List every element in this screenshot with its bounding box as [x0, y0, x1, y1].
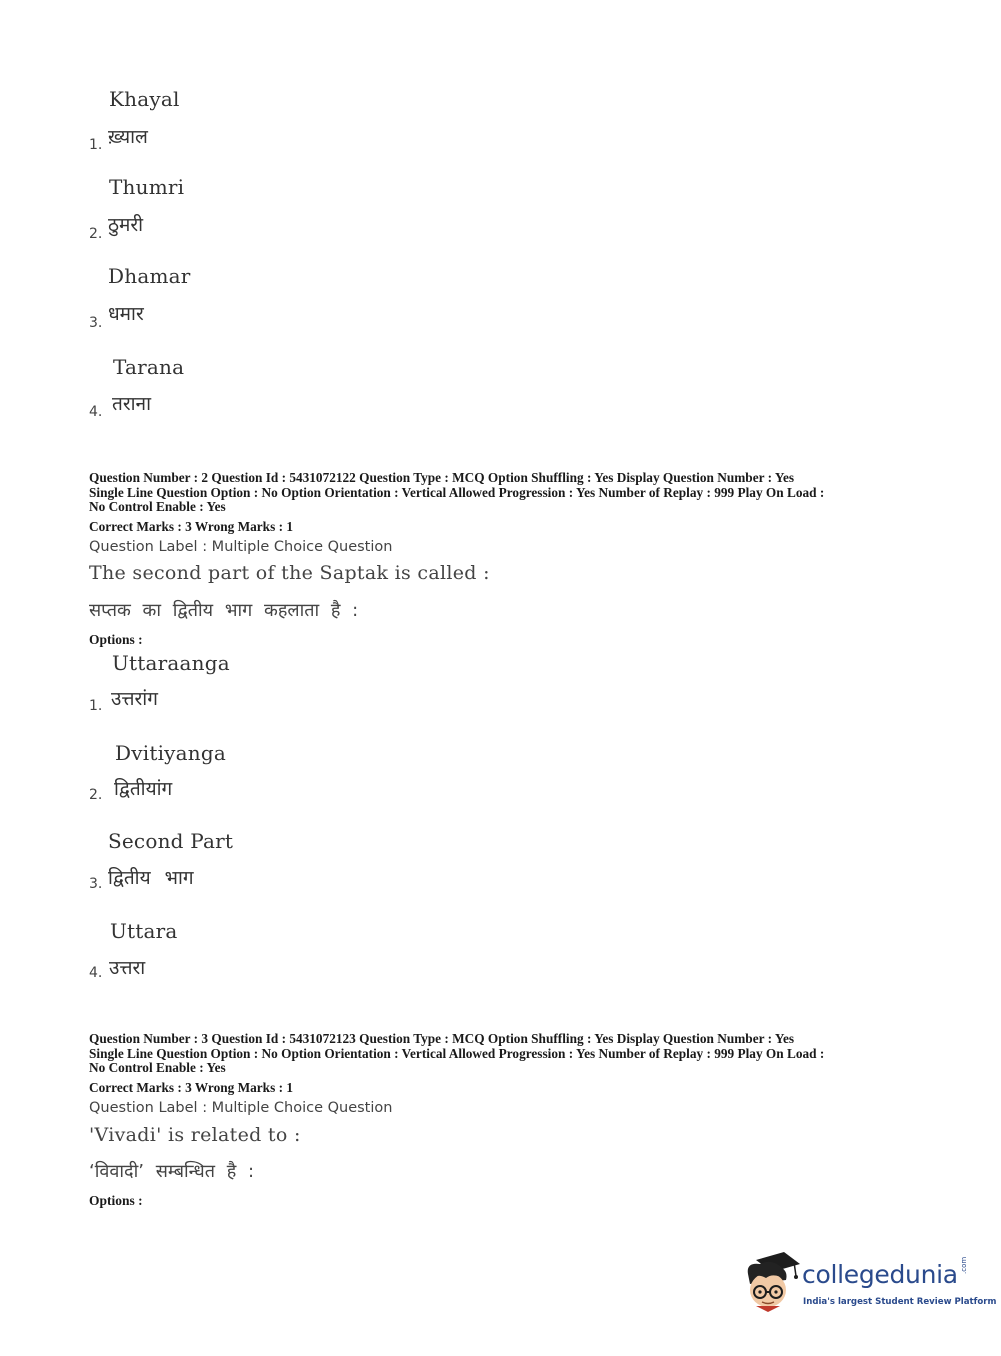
q3-options-label: Options :: [89, 1193, 143, 1208]
q2-option-3-hindi: द्वितीय भाग: [108, 867, 194, 889]
mascot-icon: [742, 1250, 802, 1312]
q1-option-1-english: Khayal: [109, 87, 180, 111]
q2-option-2-hindi: द्वितीयांग: [114, 778, 173, 800]
q2-marks: Correct Marks : 3 Wrong Marks : 1: [89, 519, 293, 534]
q2-meta: [89, 471, 919, 515]
q3-question-text-english: 'Vivadi' is related to :: [89, 1124, 301, 1146]
q2-option-1-number: 1.: [89, 698, 103, 714]
q2-question-label: Question Label : Multiple Choice Question: [89, 539, 393, 555]
q2-option-1-english: Uttaraanga: [112, 651, 230, 675]
q3-meta-line-1: Question Number : 3 Question Id : 5431072123 Question Type : MCQ Option Shuffling : Yes Display Question Number : Yes: [89, 1031, 795, 1046]
q1-option-1-hindi: ख़्याल: [108, 126, 148, 148]
q3-meta-line-2: Single Line Question Option : No Option Orientation : Vertical Allowed Progression : Yes Number of Replay : 999 Play On Load :: [89, 1045, 825, 1061]
q3-question-text-hindi: ‘विवादी’ सम्बन्धित है :: [89, 1161, 255, 1182]
q1-option-1-number: 1.: [89, 137, 103, 153]
logo-domain-suffix: .com: [960, 1256, 968, 1274]
q2-question-text-hindi: सप्तक का द्वितीय भाग कहलाता है :: [89, 600, 359, 621]
q1-option-3-english: Dhamar: [108, 264, 191, 288]
q2-meta-line-3: No Control Enable : Yes: [89, 499, 226, 515]
q3-marks: Correct Marks : 3 Wrong Marks : 1: [89, 1080, 293, 1095]
logo-wordmark: collegedunia: [802, 1260, 958, 1289]
q2-option-3-english: Second Part: [108, 829, 234, 853]
q1-option-2-hindi: ठुमरी: [108, 214, 144, 236]
q3-question-label: Question Label : Multiple Choice Question: [89, 1100, 393, 1116]
q3-meta-line-3: No Control Enable : Yes: [89, 1060, 226, 1076]
q2-option-2-english: Dvitiyanga: [115, 741, 226, 765]
q2-option-4-number: 4.: [89, 965, 103, 981]
q1-option-2-english: Thumri: [109, 175, 185, 199]
q2-options-label: Options :: [89, 632, 143, 647]
q2-meta-line-1: Question Number : 2 Question Id : 5431072122 Question Type : MCQ Option Shuffling : Yes Display Question Number : Yes: [89, 470, 795, 485]
q2-option-1-hindi: उत्तरांग: [111, 688, 158, 710]
q2-option-3-number: 3.: [89, 876, 103, 892]
q2-question-text-english: The second part of the Saptak is called :: [89, 562, 490, 584]
q3-meta: [89, 1032, 919, 1076]
q1-option-3-hindi: धमार: [108, 303, 144, 325]
q2-option-4-hindi: उत्तरा: [109, 957, 146, 979]
q1-option-3-number: 3.: [89, 315, 103, 331]
q1-option-4-hindi: तराना: [112, 393, 151, 415]
q2-option-4-english: Uttara: [110, 919, 178, 943]
q1-option-4-english: Tarana: [113, 355, 185, 379]
q2-option-2-number: 2.: [89, 787, 103, 803]
q1-option-4-number: 4.: [89, 404, 103, 420]
collegedunia-logo: [742, 1250, 997, 1320]
logo-tagline: India's largest Student Review Platform: [803, 1297, 997, 1307]
q2-meta-line-2: Single Line Question Option : No Option Orientation : Vertical Allowed Progression : Yes Number of Replay : 999 Play On Load :: [89, 484, 825, 500]
q1-option-2-number: 2.: [89, 226, 103, 242]
